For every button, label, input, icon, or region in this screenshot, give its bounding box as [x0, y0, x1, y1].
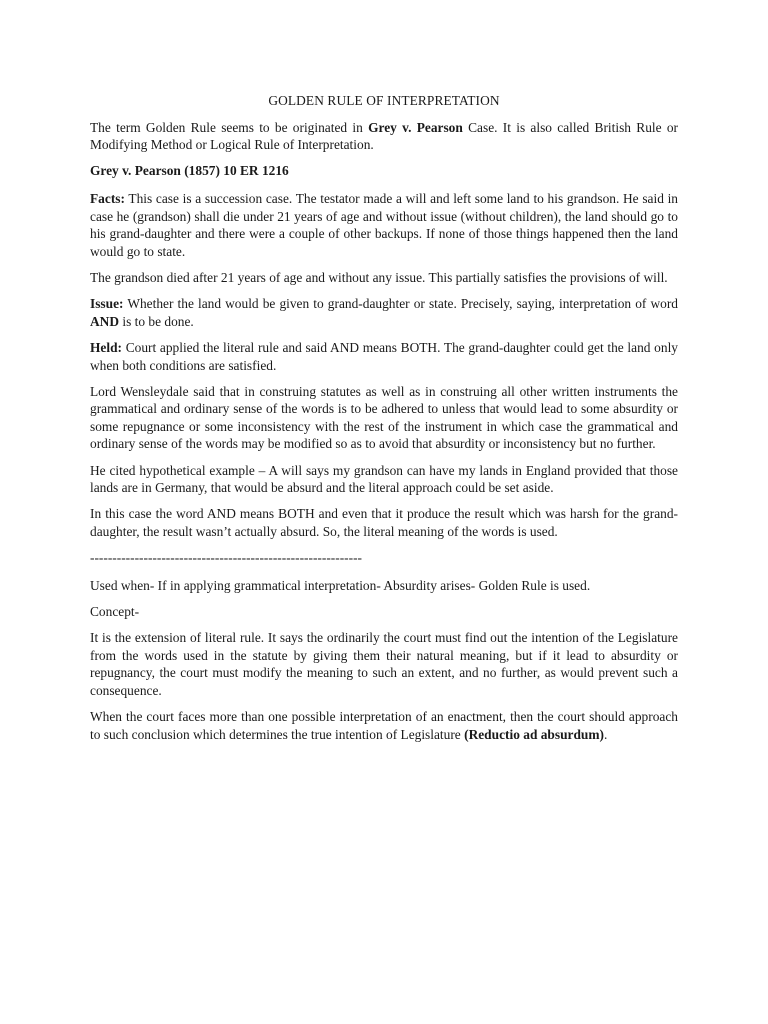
facts-text: This case is a succession case. The testator made a will and left some land to his grandson. He said in case he (grandson) shall die under 21 years of age and without issue (without children), the land should go to his grand-daughter and there were a couple of other backups. If none of those things happened then the land would go to state.	[90, 190, 678, 259]
issue-keyword: AND	[90, 313, 120, 329]
intro-paragraph	[90, 119, 678, 154]
final-paragraph	[90, 708, 678, 743]
issue-paragraph	[90, 295, 678, 330]
conclusion-paragraph: In this case the word AND means BOTH and even that it produce the result which was harsh for the grand-daughter, the result wasn’t actually absurd. So, the literal meaning of the words is used.	[90, 506, 678, 540]
intro-text-1: The term Golden Rule seems to be originated in	[90, 119, 369, 135]
held-paragraph	[90, 339, 678, 374]
wensleydale-paragraph: Lord Wensleydale said that in construing statutes as well as in construing all other written instruments the grammatical and ordinary sense of the words is to be adhered to unless that would lead to some absurdity or some repugnance or some inconsistency with the rest of the instrument in which case the grammatical and ordinary sense of the words may be modified so as to avoid that absurdity or inconsistency but no further.	[90, 383, 678, 452]
document-page	[90, 92, 678, 752]
issue-label: Issue:	[90, 296, 124, 312]
final-end: .	[604, 726, 608, 742]
final-text: When the court faces more than one possible interpretation of an enactment, then the court should approach to such conclusion which determines the true intention of Legislature	[90, 709, 678, 742]
section-divider: -------------------------------------------------------------	[90, 550, 363, 566]
document-title: GOLDEN RULE OF INTERPRETATION	[268, 93, 500, 108]
facts-label: Facts:	[90, 190, 125, 206]
concept-paragraph: It is the extension of literal rule. It says the ordinarily the court must find out the intention of the Legislature from the words used in the statute by giving them their natural meaning, but if it lead to absurdity or repugnancy, the court must modify the meaning to such an extent, and no further, as would prevent such a consequence.	[90, 630, 678, 698]
used-when-paragraph: Used when- If in applying grammatical interpretation- Absurdity arises- Golden Rule is used.	[90, 577, 591, 593]
facts-paragraph	[90, 190, 678, 260]
intro-case-name: Grey v. Pearson	[368, 119, 463, 135]
held-text: Court applied the literal rule and said AND means BOTH. The grand-daughter could get the land only when both conditions are satisfied.	[90, 339, 678, 373]
grandson-paragraph: The grandson died after 21 years of age and without any issue. This partially satisfies the provisions of will.	[90, 269, 668, 285]
final-latin-term: (Reductio ad absurdum)	[464, 726, 604, 742]
held-label: Held:	[90, 339, 122, 355]
case-heading: Grey v. Pearson (1857) 10 ER 1216	[90, 163, 289, 179]
issue-text-before: Whether the land would be given to grand-daughter or state. Precisely, saying, interpretation of word	[123, 296, 678, 312]
intro-text-2: Case. It is also called British Rule or Modifying Method or Logical Rule of Interpretation.	[90, 119, 678, 153]
concept-heading: Concept-	[90, 604, 140, 619]
hypothetical-paragraph: He cited hypothetical example – A will says my grandson can have my lands in England provided that those lands are in Germany, that would be absurd and the literal approach could be set aside.	[90, 462, 678, 496]
issue-text-after: is to be done.	[119, 313, 194, 329]
